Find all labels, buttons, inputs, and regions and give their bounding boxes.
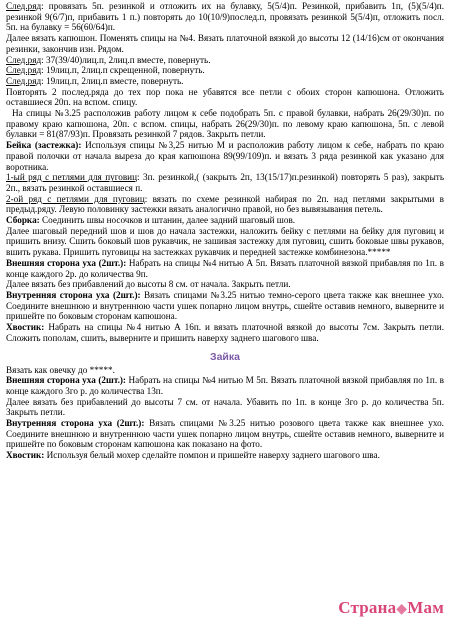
logo-text-right: Мам <box>407 598 444 617</box>
paragraph-buttonholes-row-2 <box>6 194 444 215</box>
paragraph-repeat <box>6 87 444 108</box>
paragraph-text: Вязать спицами №3.25 нитью темно-серого цвета также как внешнее ухо. Соедините внешнюю и внутреннюю части ушек попарно лицом внутрь, сшейте оставив немного, выверните и пришейте по боковым сторонам капюшона. <box>6 289 444 322</box>
paragraph-text: : 19лиц.п, 2лиц.п скрещенной, повернуть. <box>41 65 205 76</box>
row-label: 1-ый ряд с петлями для пуговиц <box>6 172 138 183</box>
logo-text-left: Страна <box>338 598 397 617</box>
paragraph-text: Далее вязать без прибавлений до высоты 8 см. от начала. Закрыть петли. <box>6 279 291 290</box>
paragraph-text: Набрать на спицы №4 нитью А 16п. и вязать платочной вязкой до высоты 7см. Закрыть петли. Сложить пополам, сшить, выверните и пришить наверху заднего шагового шва. <box>6 322 444 343</box>
paragraph-text: Повторять 2 послед.ряда до тех пор пока не убавятся все петли с обоих сторон капюшона. Отложить оставшиеся 20п. на вспом. спицу. <box>6 86 444 108</box>
paragraph-hood <box>6 33 444 54</box>
section-heading: Хвостик: <box>6 322 45 333</box>
paragraph-text: : 3п. резинкой,( (закрыть 2п, 13(15/17)п.резинкой) повторять 5 раз), закрыть 2п., вязать резинкой оставшиеся п. <box>6 172 445 193</box>
paragraph-placket <box>6 140 444 172</box>
paragraph-text: : 37(39/40)лиц.п, 2лиц.п вместе, повернуть. <box>41 54 211 65</box>
section-heading: Внешняя сторона уха (2шт.): <box>6 375 126 386</box>
paragraph-text: Далее шаговый передний шов и шов до начала застежки, наложить бейку с петлями на бейку для пуговиц и пришить внизу. Сшить боковый шов рукавчик, не зашивая застежку для пуговиц, сшить боковые швы рукавов, вшить рукава. Пришить пуговицы на застежках рукавчик и передней застежке комбинезона.***** <box>6 225 444 258</box>
paragraph-next-row-3 <box>6 65 444 76</box>
row-label: След.ряд <box>6 1 42 11</box>
section-heading: Внешняя сторона уха (2шт.): <box>6 257 127 268</box>
row-label: След.ряд <box>6 65 42 76</box>
paragraph-text: На спицы №3.25 расположив работу лицом к себе подобрать 5п. с правой булавки, набрать 26(29/30)п. по правому краю капюшона, 20п. с вспом. спицы, набрать 26(29/30)п. по левому краю капюшона, 5п. с левой булавки = 81(87/93)п. Провязать резинкой 7 рядов. Закрыть петли. <box>6 108 444 140</box>
paragraph-bunny-outer-ear <box>6 375 444 396</box>
section-heading: Внутренняя сторона уха (2шт.): <box>6 418 145 429</box>
paragraph-outer-ear <box>6 258 444 279</box>
section-heading: Бейка (застежка): <box>6 140 82 151</box>
paragraph-text: Используя спицы №3,25 нитью М и расположив работу лицом к себе, набрать по краю правой полочки от начала выреза до края капюшона 89(99/109)п. и вязать 3 ряда резинкой как указано для воротника. <box>6 140 444 172</box>
paragraph-text: Набрать на спицы №4 нитью А 5п. Вязать платочной вязкой прибавляя по 1п. в конце каждого 2р. до количества 9п. <box>6 257 444 279</box>
paragraph-next-row-2 <box>6 55 444 66</box>
paragraph-text: Соединить швы носочков и штанин, далее задний шаговый шов. <box>39 215 296 226</box>
row-label: 2-ой ряд с петлями для пуговиц <box>6 193 145 204</box>
section-heading: Сборка: <box>6 215 40 226</box>
paragraph-bunny-outer-ear-continue <box>6 397 444 418</box>
row-label: След.ряд <box>6 54 42 65</box>
paragraph-text: : провязать 5п. резинкой и отложить их на булавку, 5(5/4)п. Резинкой, прибавить 1п, (5)(5/4)п. резинкой 9(6/7)п, прибавить 1 п.) повторять до 10(10/9)послед.п, провязать резинкой 5(5/4)п, отложить посл. 5п. на булавку = 56(60/64)п. <box>6 1 444 33</box>
paragraph-text: Далее вязать капюшон. Поменять спицы на №4. Вязать платочной вязкой до высоты 12 (14/16)см от окончания резинки, закончив изн. Рядом. <box>6 33 444 54</box>
paragraph-text: Набрать на спицы №4 нитью М 5п. Вязать платочной вязкой прибавляя по 1п. в конце каждого 3го р. до количества 13п. <box>6 375 444 396</box>
site-watermark-logo <box>338 598 444 618</box>
paragraph-outer-ear-continue <box>6 279 444 290</box>
paragraph-assembly <box>6 215 444 226</box>
paragraph-inner-ear <box>6 290 444 322</box>
paragraph-tail <box>6 322 444 343</box>
paragraph-buttonholes-row-1 <box>6 172 444 193</box>
section-title-bunny: Зайка <box>210 350 240 363</box>
paragraph-next-row-1 <box>6 1 444 33</box>
paragraph-bunny-intro <box>6 365 444 376</box>
paragraph-text: Используя белый мохер сделайте помпон и пришейте наверху заднего шагового шва. <box>44 450 380 461</box>
row-label: След.ряд <box>6 75 42 86</box>
paragraph-text: Далее вязать без прибавлений до высоты 7 см. от начала. Убавить по 1п. в конце 3го р. до количества 5п. Закрыть петли. <box>6 396 444 418</box>
paragraph-needles <box>6 108 444 140</box>
section-heading: Хвостик: <box>6 450 45 461</box>
logo-diamond-icon: ◆ <box>396 602 408 617</box>
paragraph-text: : 19лиц.п, 2лиц.п вместе, повернуть. <box>41 75 184 86</box>
paragraph-text: Вязать как овечку до *****. <box>6 364 115 375</box>
paragraph-bunny-inner-ear <box>6 418 444 450</box>
paragraph-text: : вязать по схеме резинкой набирая по 2п. над петлями закрытыми в предыд.ряду. Левую половинку застежки вязать аналогично правой, но без вывязывания петель. <box>6 193 445 215</box>
paragraph-assembly-detail <box>6 226 444 258</box>
paragraph-bunny-tail <box>6 450 444 461</box>
paragraph-text: Вязать спицами №3.25 нитью розового цвета также как внешнее ухо. Соедините внешнюю и внутреннюю части ушек попарно лицом внутрь, сшейте оставив немного, выверните и пришейте по боковым сторонам капюшона как показано на фото. <box>6 418 444 450</box>
section-heading: Внутренняя сторона уха (2шт.): <box>6 289 141 300</box>
paragraph-next-row-4 <box>6 76 444 87</box>
